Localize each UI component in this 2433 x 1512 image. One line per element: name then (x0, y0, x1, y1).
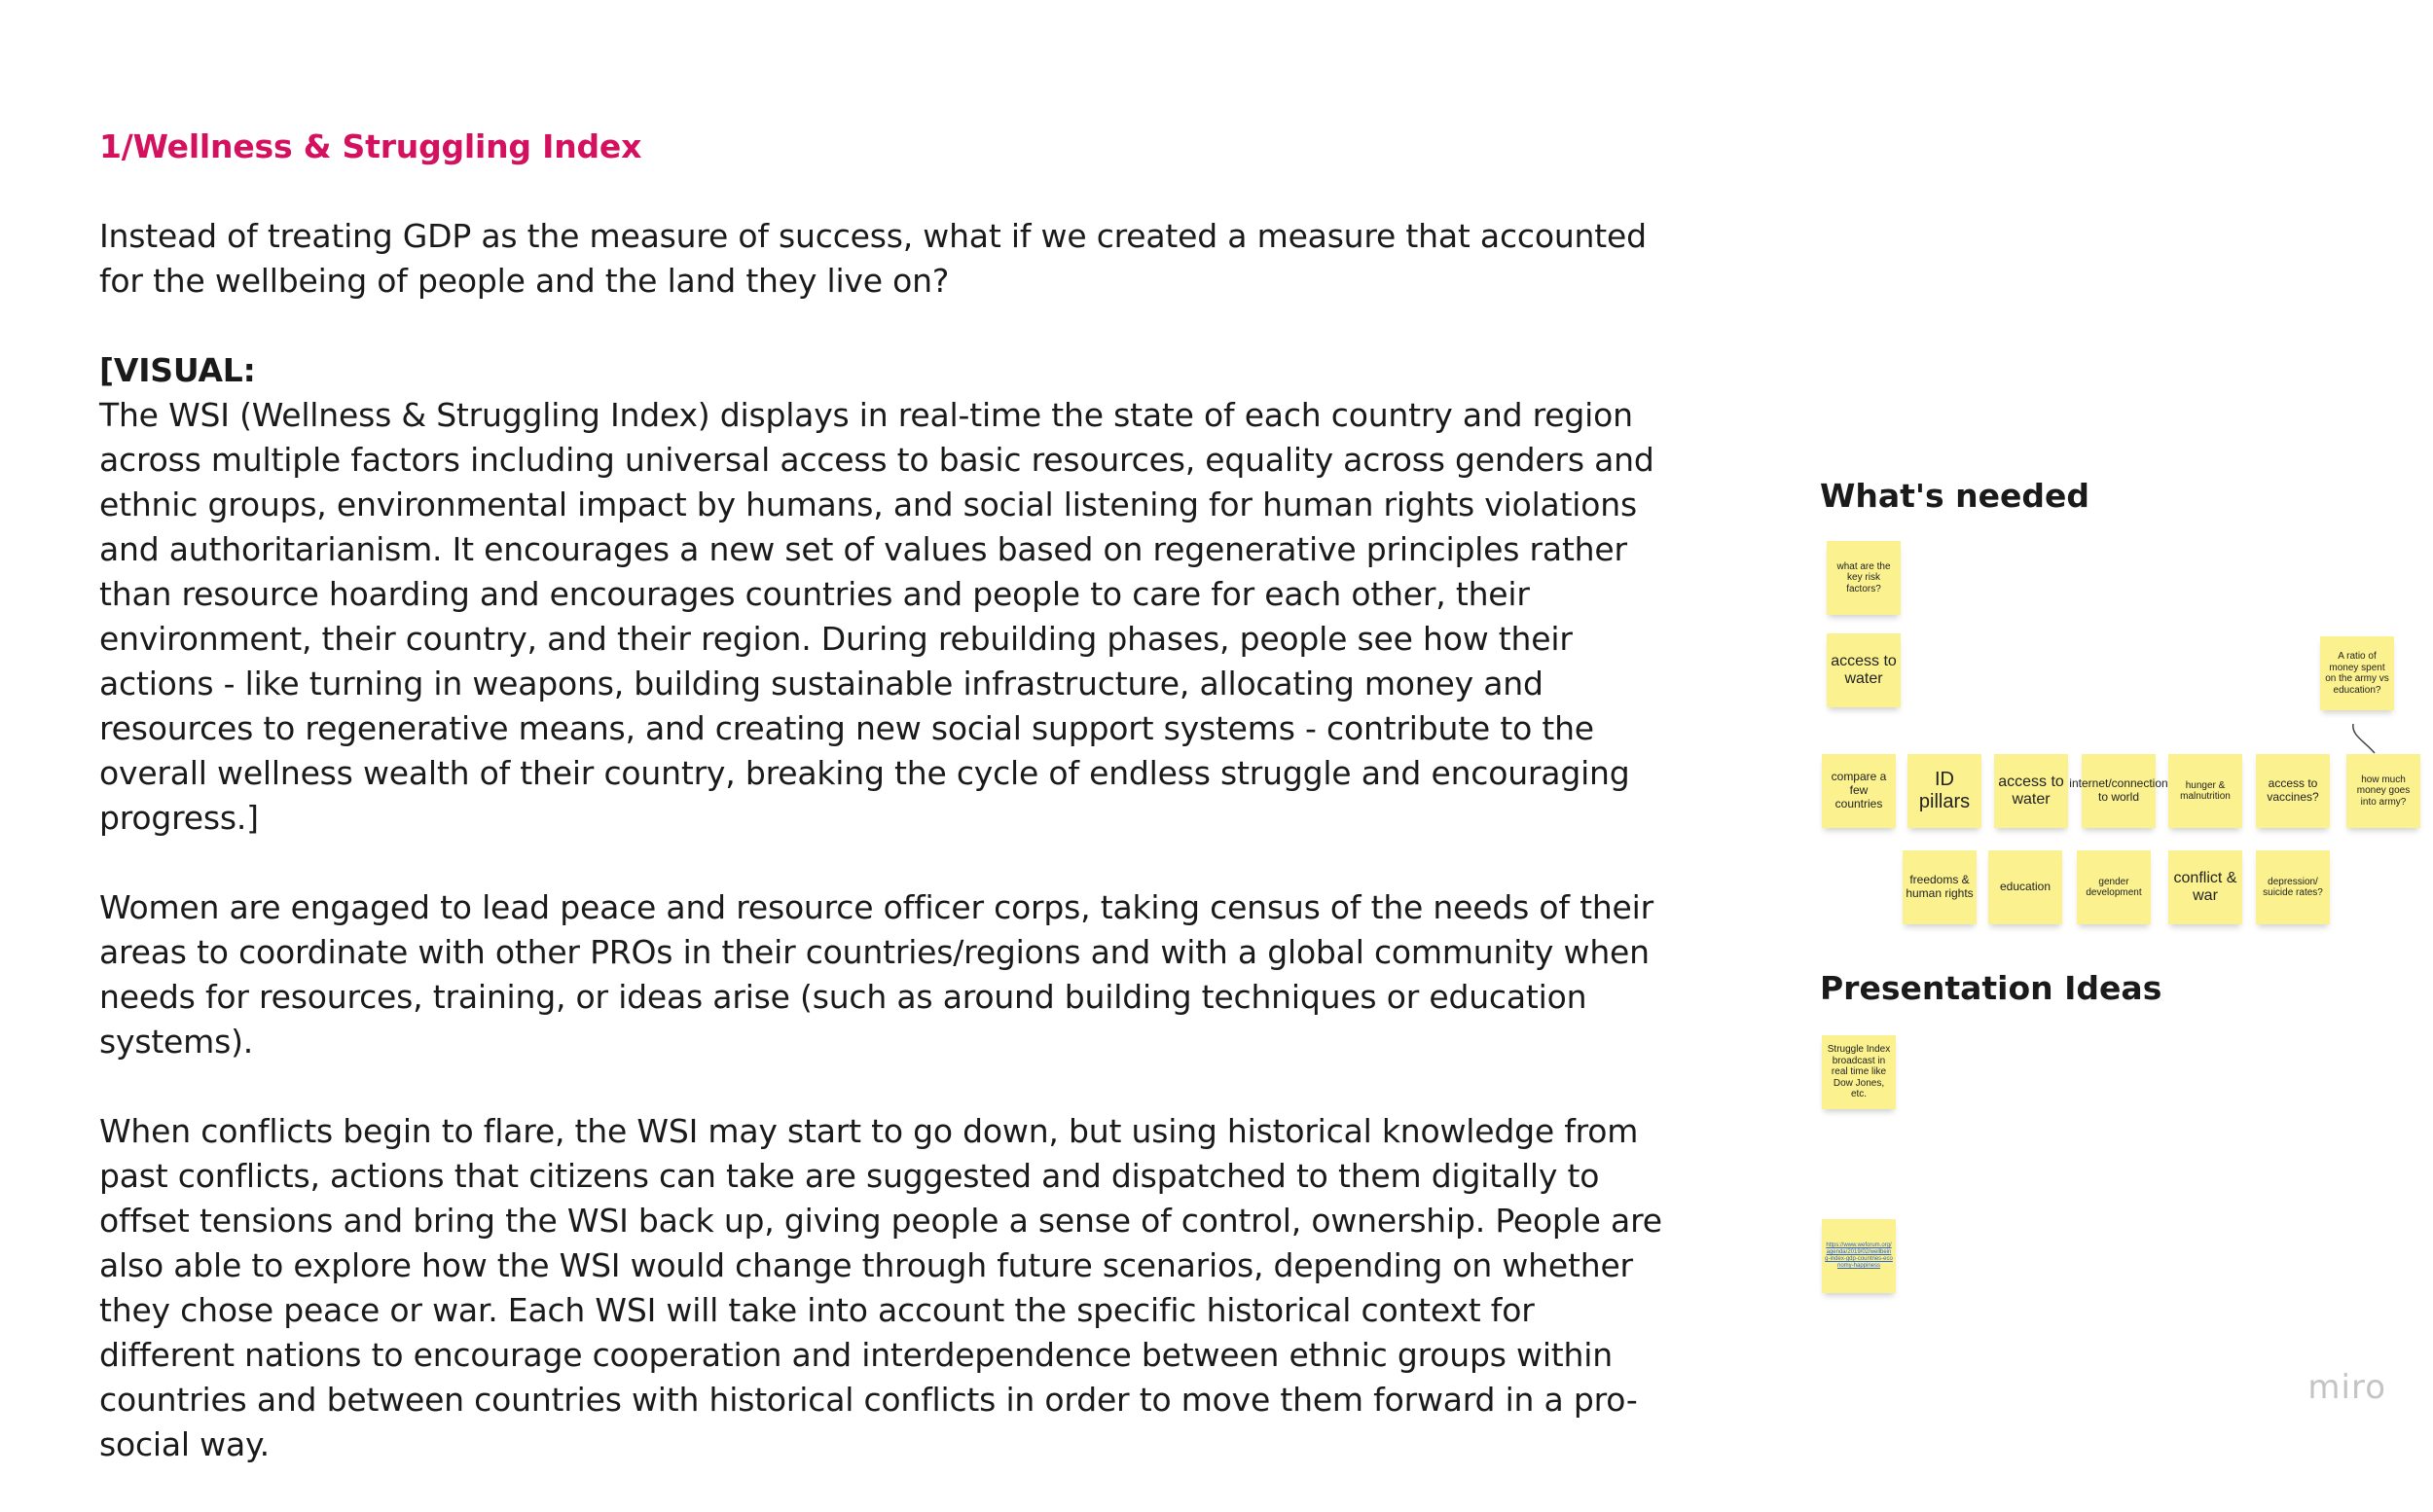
visual-body: The WSI (Wellness & Struggling Index) displays in real-time the state of each country and region across multiple factors including universal access to basic resources, equality across genders and ethnic groups, environmental impact by humans, and social listening for human rights violations and authoritarianism. It encourages a new set of values based on regenerative principles rather than resource hoarding and encourages countries and people to care for each other, their environment, their country, and their region. During rebuilding phases, people see how their actions - like turning in weapons, building sustainable infrastructure, allocating money and resources to regenerative means, and creating new social support systems - contribute to the overall wellness wealth of their country, breaking the cycle of endless struggle and encouraging progress.] (99, 396, 1654, 837)
sticky-depression[interactable]: depression/ suicide rates? (2256, 850, 2330, 924)
visual-paragraph (99, 348, 1676, 841)
sticky-education[interactable]: education (1988, 850, 2062, 924)
sticky-internet-connection[interactable]: internet/connection to world (2082, 754, 2156, 828)
sticky-access-water-2[interactable]: access to water (1994, 754, 2068, 828)
sticky-freedoms[interactable]: freedoms & human rights (1903, 850, 1977, 924)
sticky-struggle-index[interactable]: Struggle Index broadcast in real time like Dow Jones, etc. (1822, 1035, 1896, 1109)
sticky-link[interactable]: https://www.weforum.org/agenda/2019/02/wellbeing-index-gdp-countries-economy-happiness (1822, 1219, 1896, 1293)
intro-paragraph: Instead of treating GDP as the measure of success, what if we created a measure that accounted for the wellbeing of people and the land they live on? (99, 217, 1647, 300)
sticky-army-money[interactable]: how much money goes into army? (2346, 754, 2420, 828)
conflicts-paragraph: When conflicts begin to flare, the WSI may start to go down, but using historical knowledge from past conflicts, actions that citizens can take are suggested and dispatched to them digitally to offset tensions and bring the WSI back up, giving people a sense of control, ownership. People are also able to explore how the WSI would change through future scenarios, depending on whether they chose peace or war. Each WSI will take into account the specific historical context for different nations to encourage cooperation and interdependence between ethnic groups within countries and between countries with historical conflicts in order to move them forward in a pro-social way. (99, 1112, 1662, 1463)
sticky-conflict[interactable]: conflict & war (2168, 850, 2242, 924)
miro-logo: miro (2307, 1368, 2386, 1407)
sticky-access-water-1[interactable]: access to water (1827, 633, 1901, 707)
visual-label: [VISUAL: (99, 351, 256, 389)
sticky-ratio-army[interactable]: A ratio of money spent on the army vs education? (2320, 636, 2394, 710)
sticky-compare-countries[interactable]: compare a few countries (1822, 754, 1896, 828)
presentation-ideas-heading: Presentation Ideas (1820, 969, 2162, 1007)
document-title: 1/Wellness & Struggling Index (99, 127, 642, 165)
sticky-gender[interactable]: gender development (2077, 850, 2151, 924)
whats-needed-heading: What's needed (1820, 477, 2090, 515)
document-text (99, 125, 1676, 1512)
women-paragraph: Women are engaged to lead peace and resource officer corps, taking census of the needs of their areas to coordinate with other PROs in their countries/regions and with a global community when needs for resources, training, or ideas arise (such as around building techniques or education systems). (99, 888, 1653, 1061)
sticky-key-risk[interactable]: what are the key risk factors? (1827, 541, 1901, 615)
connector-line (2349, 722, 2379, 757)
sticky-vaccines[interactable]: access to vaccines? (2256, 754, 2330, 828)
sticky-hunger[interactable]: hunger & malnutrition (2168, 754, 2242, 828)
sticky-id-pillars[interactable]: ID pillars (1907, 754, 1981, 828)
